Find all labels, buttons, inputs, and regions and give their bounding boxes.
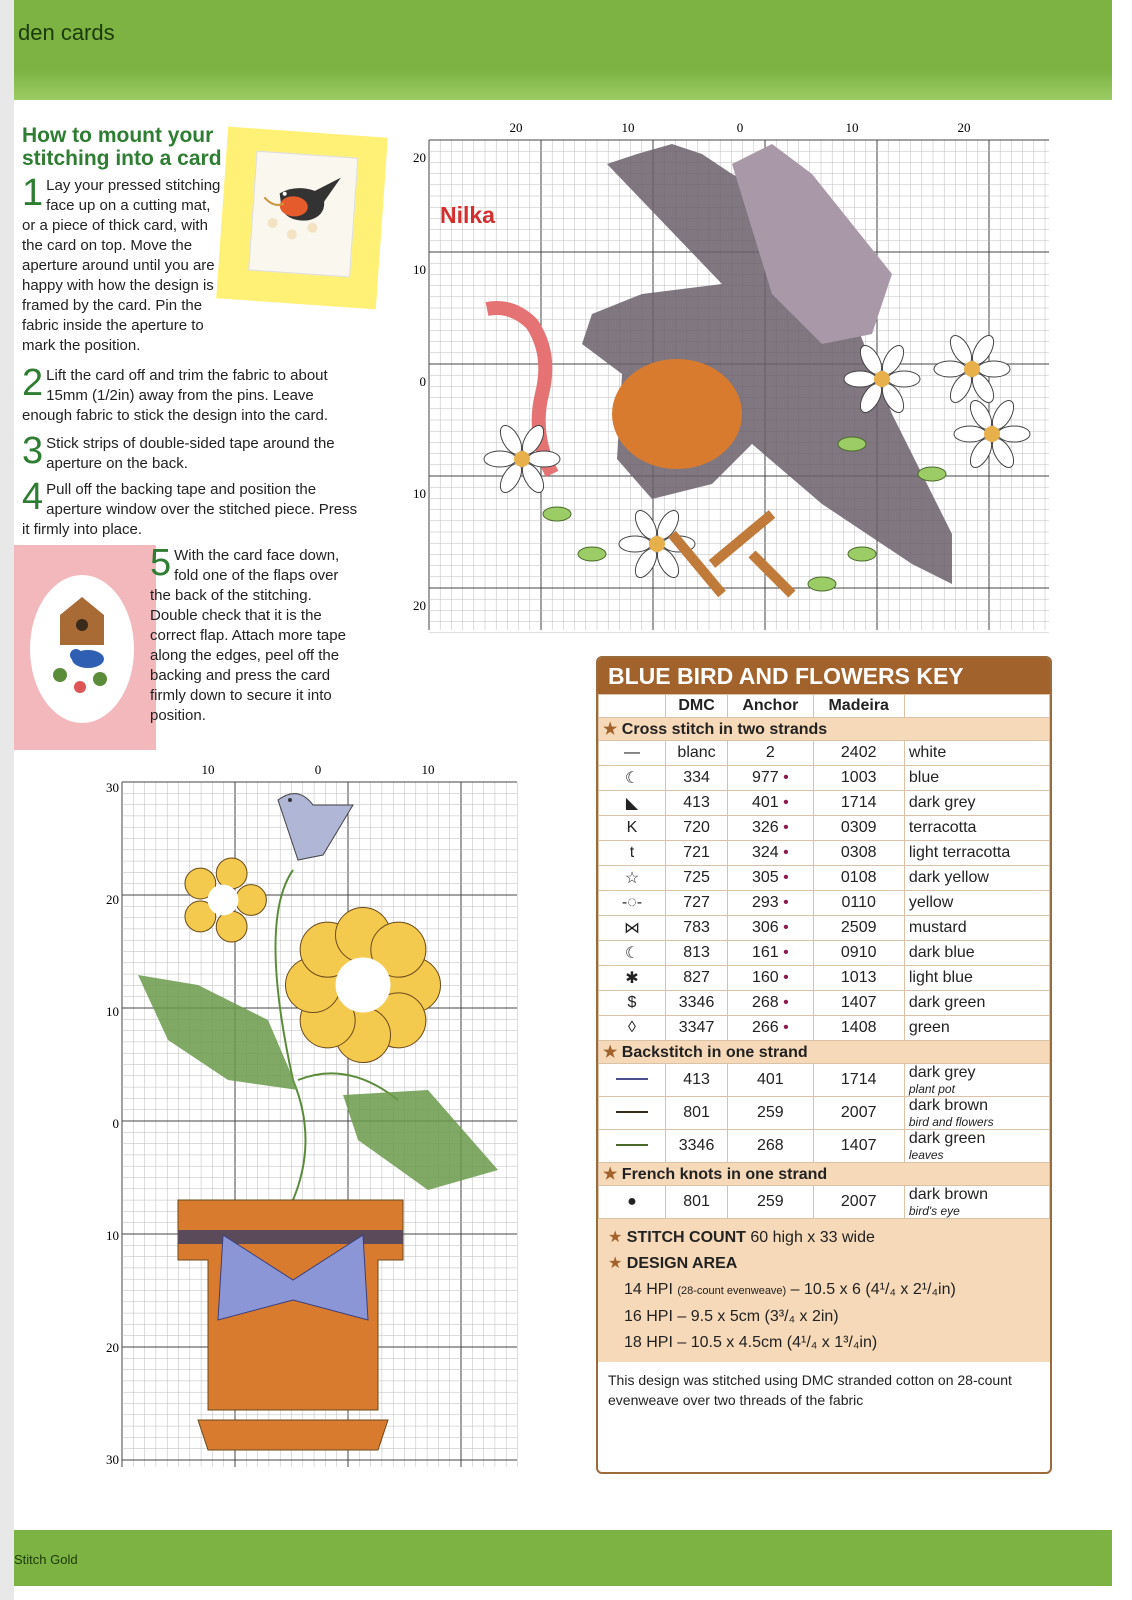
step-1: 1 Lay your pressed stitching face up on a cutting mat, or a piece of thick card, with the card on top. Move the aperture around until you are happy with how the design is framed by the card. Pin the fabric inside the aperture to mark the position. bbox=[22, 172, 221, 354]
leaf bbox=[543, 507, 571, 521]
x-tick-label: 10 bbox=[201, 762, 215, 777]
flower-center bbox=[984, 426, 1000, 442]
stitch-symbol: K bbox=[599, 816, 666, 841]
footer-text: Stitch Gold bbox=[14, 1552, 78, 1567]
stitch-symbol: ✱ bbox=[599, 966, 666, 991]
flower-center bbox=[514, 451, 530, 467]
stitch-symbol: — bbox=[599, 741, 666, 766]
anchor-dot-icon: • bbox=[778, 894, 789, 911]
y-tick-label: 20 bbox=[413, 150, 426, 165]
robin-icon bbox=[249, 152, 357, 277]
anchor-dot-icon: • bbox=[778, 869, 789, 886]
stitch-symbol: t bbox=[599, 841, 666, 866]
flower-center bbox=[874, 371, 890, 387]
flower-center bbox=[649, 536, 665, 552]
backstitch-line-icon bbox=[599, 1064, 666, 1097]
backstitch-line-icon bbox=[599, 1097, 666, 1130]
anchor-dot-icon: • bbox=[778, 794, 789, 811]
key-row: ⋈ 783 306 • 2509 mustard bbox=[599, 916, 1050, 941]
howto-title: How to mount your stitching into a card bbox=[22, 124, 222, 170]
y-tick-label: 0 bbox=[419, 374, 426, 389]
flower-petal bbox=[236, 885, 267, 916]
leaf bbox=[848, 547, 876, 561]
flower-petal bbox=[484, 451, 516, 467]
key-note: This design was stitched using DMC stranded cotton on 28-count evenweave over two threads of the fabric bbox=[608, 1372, 1012, 1408]
key-row: ◊ 3347 266 • 1408 green bbox=[599, 1016, 1050, 1041]
key-row: -◌- 727 293 • 0110 yellow bbox=[599, 891, 1050, 916]
y-tick-label: 10 bbox=[413, 262, 426, 277]
anchor-dot-icon: • bbox=[778, 1019, 789, 1036]
x-tick-label: 10 bbox=[621, 120, 635, 135]
stitch-symbol: ☾ bbox=[599, 766, 666, 791]
step-3: 3 Stick strips of double-sided tape around the aperture on the back. bbox=[22, 430, 335, 472]
signature: Nilka bbox=[440, 202, 495, 228]
y-tick-label: 10 bbox=[413, 486, 426, 501]
anchor-dot-icon: • bbox=[778, 844, 789, 861]
section-title: den cards bbox=[18, 20, 115, 45]
stitch-symbol: ◊ bbox=[599, 1016, 666, 1041]
y-tick-label: 10 bbox=[106, 1228, 119, 1243]
key-row: K 720 326 • 0309 terracotta bbox=[599, 816, 1050, 841]
key-row: 3346 268 1407 dark green leaves bbox=[599, 1130, 1050, 1163]
stitch-symbol: $ bbox=[599, 991, 666, 1016]
anchor-dot-icon: • bbox=[778, 994, 789, 1011]
flower-pot-chart bbox=[98, 760, 523, 1470]
y-tick-label: 10 bbox=[106, 1004, 119, 1019]
anchor-dot-icon: • bbox=[778, 944, 789, 961]
robin-chart bbox=[392, 114, 1062, 638]
leaf bbox=[578, 547, 606, 561]
leaf bbox=[138, 975, 298, 1090]
x-tick-label: 20 bbox=[957, 120, 971, 135]
x-tick-label: 0 bbox=[736, 120, 744, 135]
key-row: 801 259 2007 dark brown bird and flowers bbox=[599, 1097, 1050, 1130]
anchor-dot-icon: • bbox=[778, 769, 789, 786]
y-tick-label: 30 bbox=[106, 780, 119, 795]
key-row: ☾ 813 161 • 0910 dark blue bbox=[599, 941, 1050, 966]
key-row: t 721 324 • 0308 light terracotta bbox=[599, 841, 1050, 866]
flower-petal bbox=[216, 911, 247, 942]
flower-center bbox=[336, 958, 391, 1013]
x-tick-label: 10 bbox=[421, 762, 435, 777]
key-row: ☆ 725 305 • 0108 dark yellow bbox=[599, 866, 1050, 891]
leaf bbox=[918, 467, 946, 481]
footer-band bbox=[14, 1530, 1112, 1586]
robin-breast bbox=[612, 359, 742, 469]
birdhouse-icon bbox=[30, 575, 134, 723]
key-row: — blanc 2 2402 white bbox=[599, 741, 1050, 766]
key-row: $ 3346 268 • 1407 dark green bbox=[599, 991, 1050, 1016]
page-edge bbox=[0, 0, 14, 1600]
leaf bbox=[838, 437, 866, 451]
key-row: ◣ 413 401 • 1714 dark grey bbox=[599, 791, 1050, 816]
branch bbox=[672, 514, 792, 594]
backstitch-line-icon bbox=[599, 1130, 666, 1163]
x-tick-label: 20 bbox=[509, 120, 523, 135]
y-tick-label: 20 bbox=[413, 598, 426, 613]
key-info: ★ STITCH COUNT 60 high x 33 wide ★ DESIGN AREA 14 HPI (28-count evenweave) – 10.5 x 6 (4¹/₄ x 2¹/₄in) 16 HPI – 9.5 x 5cm (3³/₄ x 2in) 18 HPI – 10.5 x 4.5cm (4¹/₄ x 1³/₄in) bbox=[598, 1219, 1050, 1362]
flower-petal bbox=[619, 536, 651, 552]
flower-petal bbox=[998, 426, 1030, 442]
flower-petal bbox=[888, 371, 920, 387]
french-knot-icon: ● bbox=[599, 1186, 666, 1219]
flower-petal bbox=[978, 361, 1010, 377]
key-row: ☾ 334 977 • 1003 blue bbox=[599, 766, 1050, 791]
flower-petal bbox=[934, 361, 966, 377]
x-tick-label: 0 bbox=[314, 762, 322, 777]
flower-petal bbox=[216, 858, 247, 889]
flower-petal bbox=[528, 451, 560, 467]
stitch-symbol: ◣ bbox=[599, 791, 666, 816]
anchor-dot-icon: • bbox=[778, 969, 789, 986]
y-tick-label: 20 bbox=[106, 1340, 119, 1355]
key-title: BLUE BIRD AND FLOWERS KEY bbox=[598, 658, 1050, 694]
y-tick-label: 20 bbox=[106, 892, 119, 907]
flower-center bbox=[964, 361, 980, 377]
y-tick-label: 30 bbox=[106, 1452, 119, 1467]
flower-center bbox=[208, 885, 239, 916]
stitch-symbol: -◌- bbox=[599, 891, 666, 916]
stitch-symbol: ☾ bbox=[599, 941, 666, 966]
leaf bbox=[808, 577, 836, 591]
step-5: 5 With the card face down, fold one of the flaps over the back of the stitching. Double check that it is the correct flap. Attach more tape along the edges, peel off the backing and press the card firmly down to secure it into position. bbox=[150, 542, 346, 724]
flower-petal bbox=[844, 371, 876, 387]
color-key bbox=[596, 656, 1052, 1474]
leaf bbox=[343, 1090, 498, 1190]
y-tick-label: 0 bbox=[112, 1116, 119, 1131]
key-table: DMC Anchor Madeira ★ Cross stitch in two strands — blanc 2 2402 white ☾ 334 977 • 1003 blue ◣ 413 401 • 1714 dark grey K 720 326 • 0309 terracotta t 721 324 • 0308 light terracotta ☆ 725 305 • 0108 dark yellow -◌- 727 293 • 0110 yellow ⋈ 783 306 • 2509 mustard ☾ 813 161 • 0910 dark blue ✱ 827 160 • 1013 light blue $ 3346 268 • 1407 dark green ◊ 3347 266 • 1408 green ★ Backstitch in one strand 413 401 1714 dark grey plant pot 801 259 2007 dark brown bird and flowers 3346 268 1407 dark green leaves ★ French knots in one strand ● 801 259 2007 dark brown bird's eye bbox=[598, 694, 1050, 1219]
anchor-dot-icon: • bbox=[778, 919, 789, 936]
robin-card-photo bbox=[216, 127, 388, 310]
pot-band bbox=[178, 1230, 403, 1244]
pot-base bbox=[198, 1420, 388, 1450]
key-row: ● 801 259 2007 dark brown bird's eye bbox=[599, 1186, 1050, 1219]
step-4: 4 Pull off the backing tape and position the aperture window over the stitched piece. Press it firmly into place. bbox=[22, 476, 358, 538]
key-row: 413 401 1714 dark grey plant pot bbox=[599, 1064, 1050, 1097]
bluebird-card-photo bbox=[14, 545, 156, 750]
key-row: ✱ 827 160 • 1013 light blue bbox=[599, 966, 1050, 991]
stitch-symbol: ☆ bbox=[599, 866, 666, 891]
x-tick-label: 10 bbox=[845, 120, 859, 135]
stitch-symbol: ⋈ bbox=[599, 916, 666, 941]
anchor-dot-icon: • bbox=[778, 819, 789, 836]
step-2: 2 Lift the card off and trim the fabric to about 15mm (1/2in) away from the pins. Leave enough fabric to stick the design into the card. bbox=[22, 362, 329, 424]
flower-petal bbox=[954, 426, 986, 442]
